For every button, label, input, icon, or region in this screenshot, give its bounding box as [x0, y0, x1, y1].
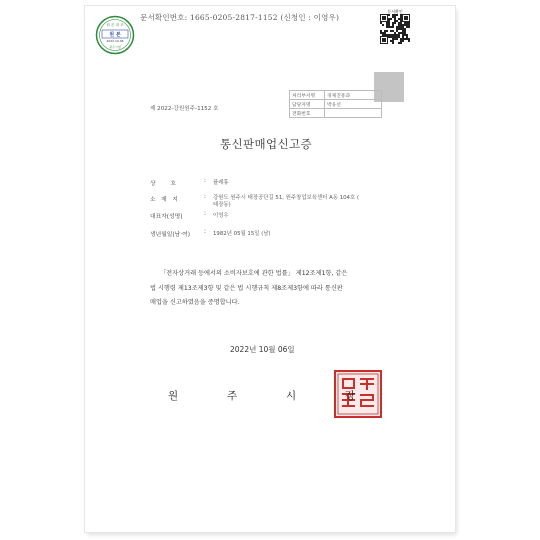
official-stamp	[334, 370, 382, 418]
approval-key: 담당자명	[290, 100, 325, 109]
document-check-number: 문서확인번호: 1665-0205-2817-1152 (신청인 : 이영우)	[140, 13, 340, 22]
field-label-address: 소 재 지	[150, 197, 178, 203]
seal-line2: 원 본	[109, 32, 121, 38]
field-value-birthdate: 1982년 05월 15일 (남)	[213, 231, 271, 237]
issue-date: 2022년 10월 06일	[230, 345, 295, 354]
body-text-line: 「전자상거래 등에서의 소비자보호에 관한 법률」 제12조제1항, 같은	[160, 270, 348, 277]
registration-number: 제 2022-강원원주-1152 호	[150, 106, 219, 112]
field-value-trade-name: 플레휴	[213, 180, 229, 186]
certified-copy-seal	[95, 15, 135, 55]
body-text-line: 법 시행령 제13조제3항 및 같은 법 시행규칙 제8조제3항에 따라 통신판	[150, 285, 343, 292]
seal-line3: 2022.10.06	[106, 39, 124, 43]
field-colon: :	[204, 229, 206, 235]
page-title: 통신판매업신고증	[220, 137, 313, 151]
approval-row	[290, 91, 382, 100]
issuer-char: 원	[168, 390, 179, 402]
issuer-char: 주	[227, 390, 238, 402]
field-colon: :	[204, 178, 206, 184]
field-colon: :	[204, 211, 206, 217]
field-label-birthdate: 생년월일(남·여)	[150, 232, 190, 238]
field-value-representative: 이영우	[213, 213, 229, 219]
seal-line4: 원주시청	[109, 45, 121, 49]
approval-value	[325, 109, 382, 118]
issuer-char: 장	[345, 390, 356, 402]
approval-row	[290, 109, 382, 118]
body-text-line: 매업을 신고하였음을 증명합니다.	[150, 299, 240, 306]
approval-row	[290, 100, 382, 109]
issuer-char: 시	[286, 390, 297, 402]
field-label-trade-name: 상 호	[150, 181, 176, 187]
field-value-address-line2: 태장동)	[213, 202, 231, 208]
approval-value: 경제진흥과	[325, 91, 382, 100]
qr-code-icon[interactable]	[380, 10, 410, 44]
approval-table	[289, 90, 382, 118]
seal-line1: 원 본 대 조	[106, 23, 124, 27]
approval-key: 전화번호	[290, 109, 325, 118]
field-value-address: 강원도 원주시 태장공단길 51, 원주창업보육센터 A동 104호 (	[213, 195, 360, 201]
approval-value: 박웅선	[325, 100, 382, 109]
qr-caption: 문서확인	[387, 9, 403, 14]
field-colon: :	[204, 194, 206, 200]
field-label-representative: 대표자(성명)	[150, 214, 183, 220]
approval-key: 처리부서명	[290, 91, 325, 100]
